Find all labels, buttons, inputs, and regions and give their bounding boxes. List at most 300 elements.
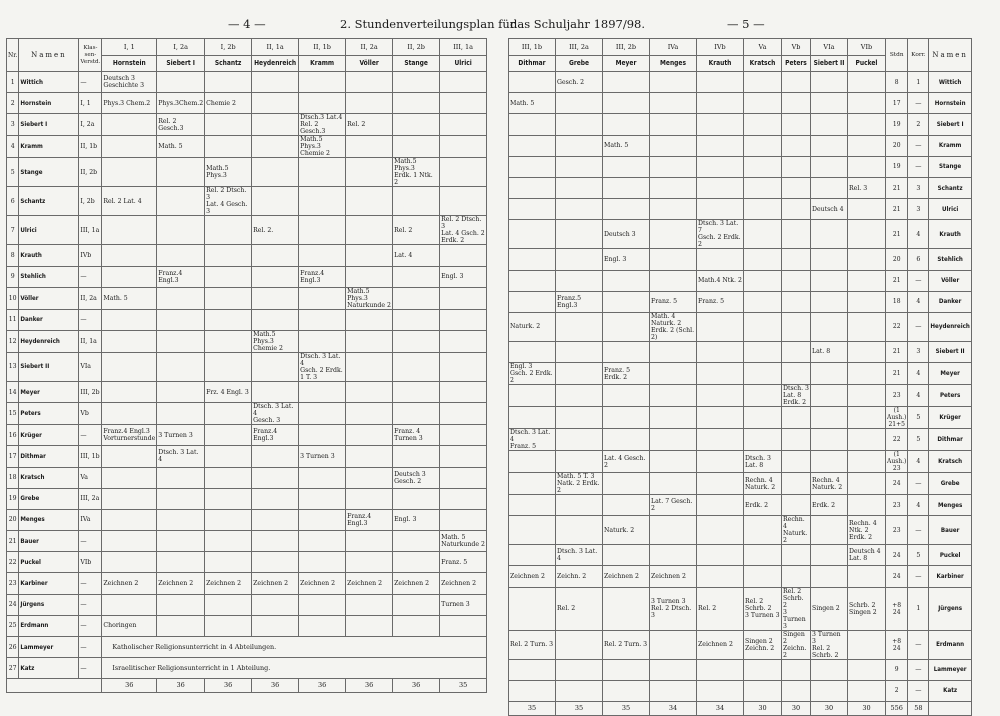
class-teacher: Stange (393, 56, 440, 72)
allocation-cell (102, 309, 157, 330)
row-number: 2 (7, 93, 19, 114)
teacher-name: Puckel (19, 552, 79, 573)
allocation-cell (346, 245, 393, 266)
allocation-cell (252, 467, 299, 488)
allocation-cell (744, 177, 782, 198)
allocation-cell (393, 136, 440, 158)
allocation-cell (744, 156, 782, 177)
allocation-cell (811, 451, 848, 473)
allocation-cell (603, 199, 650, 220)
allocation-cell (697, 312, 744, 341)
row-number: 23 (7, 573, 19, 594)
allocation-cell (744, 93, 782, 114)
allocation-cell (252, 187, 299, 216)
allocation-cell (556, 249, 603, 270)
totals-blank (929, 702, 971, 716)
corrections-count: 5 (908, 429, 929, 451)
table-row (7, 446, 487, 467)
teacher-name-right: Grebe (929, 473, 971, 495)
table-row (7, 573, 487, 594)
hours-total: 23 (886, 385, 908, 407)
allocation-cell (393, 266, 440, 287)
corrections-count: 4 (908, 363, 929, 385)
allocation-cell (556, 312, 603, 341)
class-teacher: Kratsch (744, 56, 782, 72)
allocation-cell (556, 385, 603, 407)
allocation-cell (299, 309, 346, 330)
class-label: II, 2a (346, 39, 393, 56)
allocation-cell (393, 309, 440, 330)
allocation-cell (252, 488, 299, 509)
allocation-cell (393, 446, 440, 467)
allocation-cell (848, 72, 886, 93)
allocation-cell (650, 156, 697, 177)
table-row (509, 407, 972, 429)
allocation-cell: Math. 5 Naturkunde 2 (440, 531, 487, 552)
allocation-cell (811, 93, 848, 114)
allocation-cell (509, 680, 556, 701)
allocation-cell (782, 473, 811, 495)
allocation-cell (393, 531, 440, 552)
allocation-cell (650, 199, 697, 220)
allocation-cell (393, 352, 440, 381)
class-teacher: Siebert II (811, 56, 848, 72)
allocation-cell (697, 473, 744, 495)
allocation-cell (650, 659, 697, 680)
allocation-cell (205, 114, 252, 136)
hours-total: (1 Aush.) 21+5 (887, 407, 907, 429)
teacher-name: Siebert II (19, 352, 79, 381)
allocation-cell (509, 341, 556, 362)
allocation-cell: Erdk. 2 (811, 495, 848, 516)
hours-total: 24 (886, 473, 908, 495)
allocation-cell (603, 407, 650, 429)
corrections-count: — (908, 135, 929, 156)
row-number: 8 (7, 245, 19, 266)
allocation-cell (782, 270, 811, 291)
allocation-cell (252, 93, 299, 114)
allocation-cell: Choringen (102, 615, 157, 636)
allocation-cell: Rel. 2 Lat. 4 (102, 187, 157, 216)
allocation-cell (346, 136, 393, 158)
allocation-cell (205, 552, 252, 573)
allocation-cell (299, 216, 346, 245)
row-number: 25 (7, 615, 19, 636)
allocation-cell (102, 403, 157, 425)
corrections-count: 4 (908, 451, 929, 473)
allocation-cell: Israelitischer Religionsunterricht in 1 Abteilung. (102, 658, 487, 679)
allocation-cell (299, 72, 346, 93)
allocation-cell (102, 467, 157, 488)
allocation-cell: Zeichnen 2 (205, 573, 252, 594)
table-row (509, 680, 972, 701)
allocation-cell: Franz. 5 (650, 291, 697, 312)
allocation-cell (440, 136, 487, 158)
allocation-cell (205, 287, 252, 309)
allocation-cell (440, 381, 487, 402)
corrections-count: — (908, 680, 929, 701)
allocation-cell (782, 495, 811, 516)
allocation-cell (346, 488, 393, 509)
teacher-name-right: Siebert II (929, 341, 971, 362)
allocation-cell (650, 545, 697, 566)
allocation-cell: Math.5 Phys.3 Chemie 2 (252, 330, 299, 352)
allocation-cell (440, 467, 487, 488)
teacher-name-right: Karbiner (929, 566, 971, 587)
class-header-row (7, 39, 487, 56)
left-allocation-table (6, 38, 487, 693)
allocation-cell (157, 381, 205, 402)
allocation-cell (346, 531, 393, 552)
allocation-cell (509, 114, 556, 135)
class-teacher-of: — (79, 594, 102, 615)
allocation-cell (346, 72, 393, 93)
teacher-name-right: Danker (929, 291, 971, 312)
allocation-cell (848, 363, 886, 385)
corrections-count: 2 (908, 114, 929, 135)
allocation-cell (782, 156, 811, 177)
table-row (7, 381, 487, 402)
allocation-cell (848, 312, 886, 341)
allocation-cell (556, 363, 603, 385)
allocation-cell (811, 156, 848, 177)
teacher-name-right: Krüger (929, 407, 971, 429)
allocation-cell: Dtsch. 3 Lat. 4 Franz. 5 (509, 429, 556, 451)
allocation-cell (848, 249, 886, 270)
allocation-cell: Franz. 5 (697, 291, 744, 312)
allocation-cell: Zeichnen 2 (299, 573, 346, 594)
class-teacher-of: IVb (79, 245, 102, 266)
allocation-cell (157, 352, 205, 381)
allocation-cell (346, 93, 393, 114)
allocation-cell (157, 158, 205, 187)
allocation-cell (205, 531, 252, 552)
teacher-name: Völler (19, 287, 79, 309)
table-row (7, 594, 487, 615)
hours-total: 21 (886, 177, 908, 198)
corrections-count: — (908, 566, 929, 587)
teacher-name: Krauth (19, 245, 79, 266)
allocation-cell (603, 93, 650, 114)
allocation-cell (299, 488, 346, 509)
teacher-name-right: Peters (929, 385, 971, 407)
teacher-name: Ulrici (19, 216, 79, 245)
allocation-cell (440, 446, 487, 467)
allocation-cell (782, 363, 811, 385)
allocation-cell (697, 177, 744, 198)
class-label: II, 1a (252, 39, 299, 56)
namen-header: Namen (19, 39, 79, 72)
allocation-cell (848, 473, 886, 495)
corrections-count: 4 (908, 291, 929, 312)
allocation-cell (157, 287, 205, 309)
allocation-cell (848, 341, 886, 362)
class-teacher-of: — (79, 266, 102, 287)
allocation-cell (252, 158, 299, 187)
table-row (509, 199, 972, 220)
allocation-cell: Rel. 2 (697, 587, 744, 630)
allocation-cell (299, 403, 346, 425)
allocation-cell (556, 495, 603, 516)
allocation-cell (252, 594, 299, 615)
allocation-cell (697, 114, 744, 135)
allocation-cell (299, 425, 346, 446)
allocation-cell: Rechn. 4 Naturk. 2 (782, 516, 811, 545)
allocation-cell (848, 291, 886, 312)
allocation-cell (299, 615, 346, 636)
hours-total: +8 24 (886, 587, 908, 630)
allocation-cell (556, 407, 603, 429)
allocation-cell (509, 156, 556, 177)
allocation-cell (811, 135, 848, 156)
allocation-cell (440, 114, 487, 136)
allocation-cell: Engl. 3 Gsch. 2 Erdk. 2 (509, 363, 556, 385)
allocation-cell (346, 594, 393, 615)
row-number: 11 (7, 309, 19, 330)
class-teacher-of: — (79, 531, 102, 552)
allocation-cell (811, 249, 848, 270)
allocation-cell (205, 216, 252, 245)
allocation-cell (509, 220, 556, 249)
allocation-cell (650, 407, 697, 429)
class-teacher: Krauth (697, 56, 744, 72)
allocation-cell (205, 446, 252, 467)
allocation-cell (346, 381, 393, 402)
allocation-cell: Franz.4 Engl.3 (346, 509, 393, 530)
allocation-cell (697, 566, 744, 587)
allocation-cell: Rel. 2 (393, 216, 440, 245)
allocation-cell (744, 680, 782, 701)
allocation-cell: Rechn. 4 Ntk. 2 Erdk. 2 (848, 516, 886, 545)
allocation-cell: Dtsch. 3 Lat. 7 Gsch. 2 Erdk. 2 (697, 220, 744, 249)
allocation-cell (811, 545, 848, 566)
table-row (7, 330, 487, 352)
allocation-cell (299, 552, 346, 573)
allocation-cell (744, 545, 782, 566)
allocation-cell (102, 488, 157, 509)
allocation-cell (744, 249, 782, 270)
allocation-cell (393, 114, 440, 136)
table-row (509, 516, 972, 545)
hours-total: 23 (886, 495, 908, 516)
allocation-cell (603, 385, 650, 407)
column-total: 30 (811, 702, 848, 716)
allocation-cell (848, 659, 886, 680)
class-label: I, 2b (205, 39, 252, 56)
allocation-cell (556, 156, 603, 177)
table-row (509, 451, 972, 473)
allocation-cell: 3 Turnen 3 Rel. 2 Dtsch. 3 (650, 587, 697, 630)
allocation-cell: Franz.4 Engl.3 (299, 266, 346, 287)
table-row (509, 566, 972, 587)
class-teacher-of: — (79, 309, 102, 330)
hours-total: 22 (886, 312, 908, 341)
allocation-cell: Math.5 Phys.3 Erdk. 1 Ntk. 2 (393, 158, 440, 187)
allocation-cell (205, 330, 252, 352)
allocation-cell: Rel. 3 (848, 177, 886, 198)
class-teacher-of: III, 2b (79, 381, 102, 402)
class-label: Vb (782, 39, 811, 56)
allocation-cell (603, 659, 650, 680)
allocation-cell: Math. 5 (509, 93, 556, 114)
allocation-cell (811, 270, 848, 291)
allocation-cell (102, 158, 157, 187)
class-teacher-of: Va (79, 467, 102, 488)
teacher-name-right: Kramm (929, 135, 971, 156)
allocation-cell (650, 135, 697, 156)
class-teacher: Dithmar (509, 56, 556, 72)
table-row (509, 385, 972, 407)
allocation-cell (782, 199, 811, 220)
class-label: III, 2a (556, 39, 603, 56)
allocation-cell (603, 72, 650, 93)
teacher-name: Kramm (19, 136, 79, 158)
table-row (7, 93, 487, 114)
column-total: 30 (744, 702, 782, 716)
column-total: 36 (157, 679, 205, 693)
class-label: VIb (848, 39, 886, 56)
allocation-cell (346, 352, 393, 381)
teacher-name: Jürgens (19, 594, 79, 615)
allocation-cell: Zeichnen 2 (346, 573, 393, 594)
allocation-cell: Chemie 2 (205, 93, 252, 114)
allocation-cell: Zeichnen 2 (650, 566, 697, 587)
allocation-cell (205, 594, 252, 615)
allocation-cell (697, 135, 744, 156)
allocation-cell (440, 425, 487, 446)
corrections-count: 3 (908, 199, 929, 220)
allocation-cell: Dtsch. 3 Lat. 4 (157, 446, 205, 467)
allocation-cell (848, 156, 886, 177)
allocation-cell (252, 509, 299, 530)
allocation-cell: Rel. 2 Dtsch. 3 Lat. 4 Gsch. 2 Erdk. 2 (441, 216, 485, 245)
allocation-cell (744, 220, 782, 249)
allocation-cell (509, 135, 556, 156)
allocation-cell (650, 451, 697, 473)
table-row (509, 114, 972, 135)
teacher-name-right: Katz (929, 680, 971, 701)
allocation-cell (848, 680, 886, 701)
class-teacher: Menges (650, 56, 697, 72)
allocation-cell: Dtsch.3 Lat.4 Rel. 2 Gesch.3 (299, 114, 346, 136)
allocation-cell: 3 Turnen 3 (299, 446, 346, 467)
allocation-cell (603, 495, 650, 516)
hours-total: +8 24 (886, 630, 908, 659)
allocation-cell (299, 287, 346, 309)
teacher-name-right: Puckel (929, 545, 971, 566)
hours-total: 19 (886, 156, 908, 177)
allocation-cell (782, 659, 811, 680)
allocation-cell (440, 615, 487, 636)
allocation-cell (205, 266, 252, 287)
allocation-cell (697, 495, 744, 516)
allocation-cell: Singen 2 Zeichn. 2 (744, 630, 782, 659)
corrections-count: — (908, 312, 929, 341)
row-number: 12 (7, 330, 19, 352)
allocation-cell (346, 309, 393, 330)
table-row (7, 266, 487, 287)
row-number: 24 (7, 594, 19, 615)
allocation-cell (848, 630, 886, 659)
allocation-cell (811, 114, 848, 135)
allocation-cell (811, 220, 848, 249)
allocation-cell (102, 531, 157, 552)
corrections-count: — (908, 270, 929, 291)
allocation-cell: Phys.3Chem.2 (157, 93, 205, 114)
allocation-cell: Zeichnen 2 (102, 573, 157, 594)
table-row (7, 136, 487, 158)
allocation-cell (556, 451, 603, 473)
allocation-cell: Lat. 7 Gesch. 2 (650, 495, 697, 516)
allocation-cell (205, 467, 252, 488)
class-label: III, 1a (440, 39, 487, 56)
table-row (509, 429, 972, 451)
class-header-row (509, 39, 972, 56)
allocation-cell (556, 220, 603, 249)
row-number: 13 (7, 352, 19, 381)
allocation-cell (440, 72, 487, 93)
class-teacher: Kramm (299, 56, 346, 72)
corrections-count: 4 (908, 385, 929, 407)
allocation-cell (782, 312, 811, 341)
class-teacher: Meyer (603, 56, 650, 72)
allocation-cell (744, 199, 782, 220)
class-teacher-of: Vb (79, 403, 102, 425)
corrections-count: — (908, 156, 929, 177)
allocation-cell (157, 467, 205, 488)
column-total: 34 (697, 702, 744, 716)
allocation-cell (102, 114, 157, 136)
allocation-cell (556, 270, 603, 291)
hours-total: 23 (886, 516, 908, 545)
allocation-cell: Rel. 2 Gesch.3 (157, 114, 205, 136)
allocation-cell: Math. 5 (102, 287, 157, 309)
allocation-cell (252, 381, 299, 402)
allocation-cell (252, 136, 299, 158)
class-label: II, 2b (393, 39, 440, 56)
corrections-count: 5 (908, 407, 929, 429)
teacher-name: Erdmann (19, 615, 79, 636)
hours-total: 9 (886, 659, 908, 680)
teacher-name-right: Menges (929, 495, 971, 516)
hours-total: 8 (886, 72, 908, 93)
teacher-name-right: Schantz (929, 177, 971, 198)
allocation-cell: Zeichnen 2 (157, 573, 205, 594)
allocation-cell (205, 403, 252, 425)
allocation-cell: Dtsch. 3 Lat. 4 (556, 545, 603, 566)
allocation-cell (650, 516, 697, 545)
allocation-cell (744, 407, 782, 429)
allocation-cell: Lat. 8 (811, 341, 848, 362)
hours-total: 2 (886, 680, 908, 701)
allocation-cell (393, 615, 440, 636)
allocation-cell (848, 93, 886, 114)
left-page-number: — 4 — (228, 17, 266, 31)
right-page-number: — 5 — (727, 17, 765, 31)
hours-total: 21 (886, 199, 908, 220)
allocation-cell (650, 429, 697, 451)
table-row (7, 403, 487, 425)
table-row (509, 473, 972, 495)
allocation-cell (205, 425, 252, 446)
class-teacher-of: I, 2a (79, 114, 102, 136)
allocation-cell (848, 451, 886, 473)
allocation-cell (650, 93, 697, 114)
class-teacher-of: IVa (79, 509, 102, 530)
class-teacher: Heydenreich (252, 56, 299, 72)
allocation-cell (848, 407, 886, 429)
allocation-cell (509, 473, 556, 495)
